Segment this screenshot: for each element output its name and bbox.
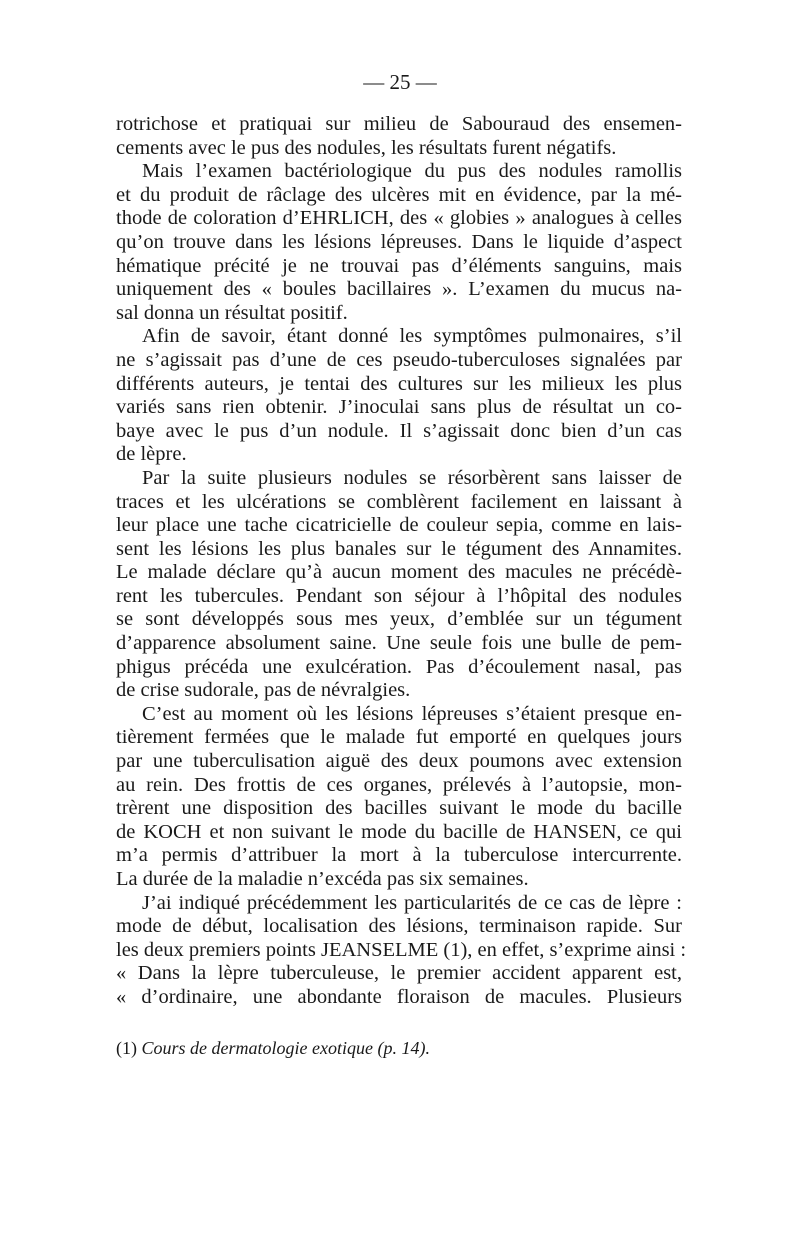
text-line: sal donna un résultat positif. [116,301,348,324]
text-line: J’ai indiqué précédemment les particularités de ce cas de lèpre : [142,891,682,914]
text-line: d’apparence absolument saine. Une seule fois une bulle de pem- [116,632,682,655]
footnote-marker: (1) [116,1038,137,1058]
footnote-text: Cours de dermatologie exotique (p. 14). [141,1038,430,1058]
text-line: tièrement fermées que le malade fut emporté en quelques jours [116,726,682,749]
text-line: se sont développés sous mes yeux, d’emblée sur un tégument [116,608,682,631]
page-number: — 25 — [363,70,437,94]
text-line: variés sans rien obtenir. J’inoculai sans plus de résultat un co- [116,396,682,419]
text-line: qu’on trouve dans les lésions lépreuses. Dans le liquide d’aspect [116,230,682,253]
text-line: thode de coloration d’EHRLICH, des « globies » analogues à celles [116,207,682,230]
body-text [116,113,687,1010]
text-line: Mais l’examen bactériologique du pus des nodules ramollis [142,160,682,183]
text-line: hématique précité je ne trouvai pas d’éléments sanguins, mais [116,254,682,277]
text-line: Par la suite plusieurs nodules se résorbèrent sans laisser de [142,466,682,489]
text-line: au rein. Des frottis de ces organes, prélevés à l’autopsie, mon- [116,773,682,796]
text-line: Le malade déclare qu’à aucun moment des macules ne précédè- [116,561,682,584]
text-line: les deux premiers points JEANSELME (1), en effet, s’exprime ainsi : [116,938,687,961]
text-line: ne s’agissait pas d’une de ces pseudo-tuberculoses signalées par [116,348,682,371]
text-line: rent les tubercules. Pendant son séjour à l’hôpital des nodules [116,584,682,607]
text-line: mode de début, localisation des lésions, terminaison rapide. Sur [116,915,682,938]
text-line: et du produit de râclage des ulcères mit en évidence, par la mé- [116,183,682,206]
text-line: La durée de la maladie n’excéda pas six semaines. [116,868,529,890]
text-line: m’a permis d’attribuer la mort à la tuberculose intercurrente. [116,844,682,867]
text-line: leur place une tache cicatricielle de couleur sepia, comme en lais- [116,514,682,537]
text-line: différents auteurs, je tentai des cultures sur les milieux les plus [116,372,682,395]
text-line: phigus précéda une exulcération. Pas d’écoulement nasal, pas [116,655,682,678]
text-line: « d’ordinaire, une abondante floraison de macules. Plusieurs [116,985,682,1008]
text-line: de crise sudorale, pas de névralgies. [116,679,411,702]
text-line: de lèpre. [116,443,187,466]
text-line: traces et les ulcérations se comblèrent facilement en laissant à [116,490,682,513]
text-line: uniquement des « boules bacillaires ». L’examen du mucus na- [116,278,682,301]
text-line: trèrent une disposition des bacilles suivant le mode du bacille [116,797,682,820]
text-line: cements avec le pus des nodules, les résultats furent négatifs. [116,136,617,159]
text-line: rotrichose et pratiquai sur milieu de Sabouraud des ensemen- [116,113,682,135]
text-line: sent les lésions les plus banales sur le tégument des Annamites. [116,537,682,560]
text-line: « Dans la lèpre tuberculeuse, le premier accident apparent est, [116,962,682,985]
text-line: par une tuberculisation aiguë des deux poumons avec extension [116,750,682,773]
text-line: de KOCH et non suivant le mode du bacille de HANSEN, ce qui [116,820,682,843]
text-line: Afin de savoir, étant donné les symptômes pulmonaires, s’il [142,325,682,348]
text-line: baye avec le pus d’un nodule. Il s’agissait donc bien d’un cas [116,419,682,442]
footnote [116,1038,682,1059]
text-line: C’est au moment où les lésions lépreuses s’étaient presque en- [142,702,682,725]
